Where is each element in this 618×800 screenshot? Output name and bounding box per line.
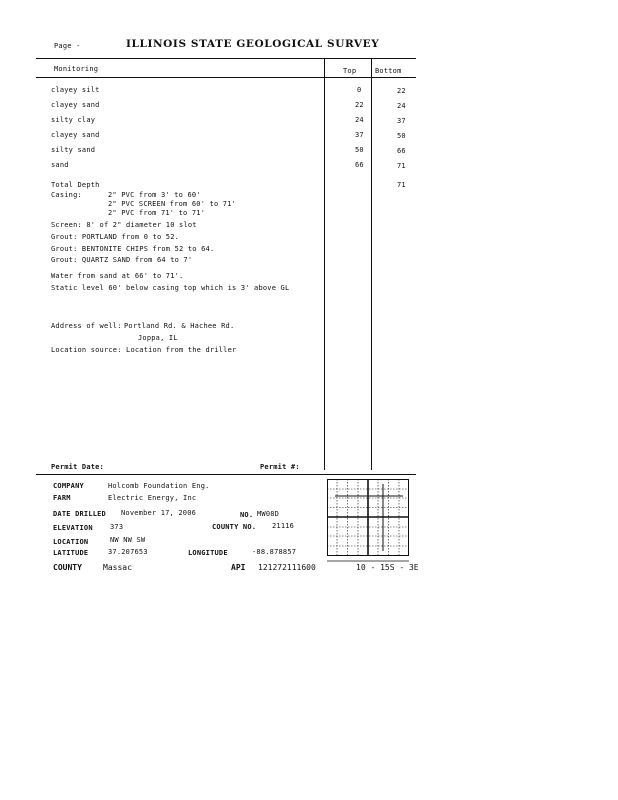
county-no-label: COUNTY NO.: [212, 523, 257, 531]
address-label: Address of well:: [51, 322, 122, 330]
api-value: 121272111600: [258, 563, 316, 572]
layer-name: silty sand: [51, 146, 96, 154]
location-value: NW NW SW: [110, 536, 146, 544]
layer-bottom: 50: [397, 132, 406, 140]
section-locator-grid: [327, 479, 409, 565]
total-depth-value: 71: [397, 181, 406, 189]
header-rule-top: [36, 58, 416, 59]
layer-top: 22: [355, 101, 364, 109]
no-value: MW08D: [257, 510, 280, 518]
no-label: NO.: [240, 511, 254, 519]
permit-number-label: Permit #:: [260, 463, 300, 471]
layer-bottom: 24: [397, 102, 406, 110]
longitude-value: -88.878857: [252, 548, 297, 556]
layer-top: 37: [355, 131, 364, 139]
longitude-label: LONGITUDE: [188, 549, 228, 557]
permit-date-label: Permit Date:: [51, 463, 104, 471]
note-grout: Grout: PORTLAND from 0 to 52.: [51, 233, 180, 241]
column-rule-left: [324, 58, 325, 470]
casing-label: Casing:: [51, 191, 82, 199]
company-label: COMPANY: [53, 482, 84, 490]
county-label: COUNTY: [53, 563, 82, 572]
date-drilled-label: DATE DRILLED: [53, 510, 106, 518]
note-grout: Grout: BENTONITE CHIPS from 52 to 64.: [51, 245, 215, 253]
layer-name: sand: [51, 161, 69, 169]
layer-name: clayey sand: [51, 101, 100, 109]
layer-name: silty clay: [51, 116, 96, 124]
company-value: Holcomb Foundation Eng.: [108, 482, 210, 490]
api-label: API: [231, 563, 246, 572]
column-rule-right: [371, 58, 372, 470]
column-header-monitoring: Monitoring: [54, 65, 99, 73]
casing-line: 2" PVC SCREEN from 60' to 71': [108, 200, 237, 208]
column-header-bottom: Bottom: [375, 67, 402, 75]
layer-top: 24: [355, 116, 364, 124]
farm-value: Electric Energy, Inc: [108, 494, 197, 502]
casing-line: 2" PVC from 3' to 60': [108, 191, 201, 199]
layer-bottom: 22: [397, 87, 406, 95]
layer-top: 0: [357, 86, 362, 94]
note-screen: Screen: 8' of 2" diameter 10 slot: [51, 221, 197, 229]
total-depth-label: Total Depth: [51, 181, 100, 189]
layer-bottom: 37: [397, 117, 406, 125]
note-water: Water from sand at 66' to 71'.: [51, 272, 184, 280]
layer-name: clayey silt: [51, 86, 100, 94]
date-drilled-value: November 17, 2006: [121, 509, 197, 517]
address-line1: Portland Rd. & Hachee Rd.: [124, 322, 235, 330]
layer-top: 66: [355, 161, 364, 169]
layer-bottom: 71: [397, 162, 406, 170]
header-rule-bottom: [36, 77, 416, 78]
latitude-label: LATITUDE: [53, 549, 89, 557]
layer-bottom: 66: [397, 147, 406, 155]
address-line2: Joppa, IL: [138, 334, 178, 342]
location-label: LOCATION: [53, 538, 89, 546]
permit-rule: [36, 474, 416, 475]
document-title: ILLINOIS STATE GEOLOGICAL SURVEY: [126, 38, 380, 50]
page-label: Page -: [54, 42, 81, 50]
casing-line: 2" PVC from 71' to 71': [108, 209, 206, 217]
county-no-value: 21116: [272, 522, 295, 530]
county-value: Massac: [103, 563, 132, 572]
layer-top: 50: [355, 146, 364, 154]
elevation-value: 373: [110, 523, 124, 531]
farm-label: FARM: [53, 494, 71, 502]
note-static-level: Static level 60' below casing top which is 3' above GL: [51, 284, 290, 292]
column-header-top: Top: [343, 67, 357, 75]
note-grout: Grout: QUARTZ SAND from 64 to 7': [51, 256, 193, 264]
latitude-value: 37.207653: [108, 548, 148, 556]
section-township-range: 10 - 15S - 3E: [356, 563, 419, 572]
layer-name: clayey sand: [51, 131, 100, 139]
location-source: Location source: Location from the driller: [51, 346, 237, 354]
elevation-label: ELEVATION: [53, 524, 93, 532]
